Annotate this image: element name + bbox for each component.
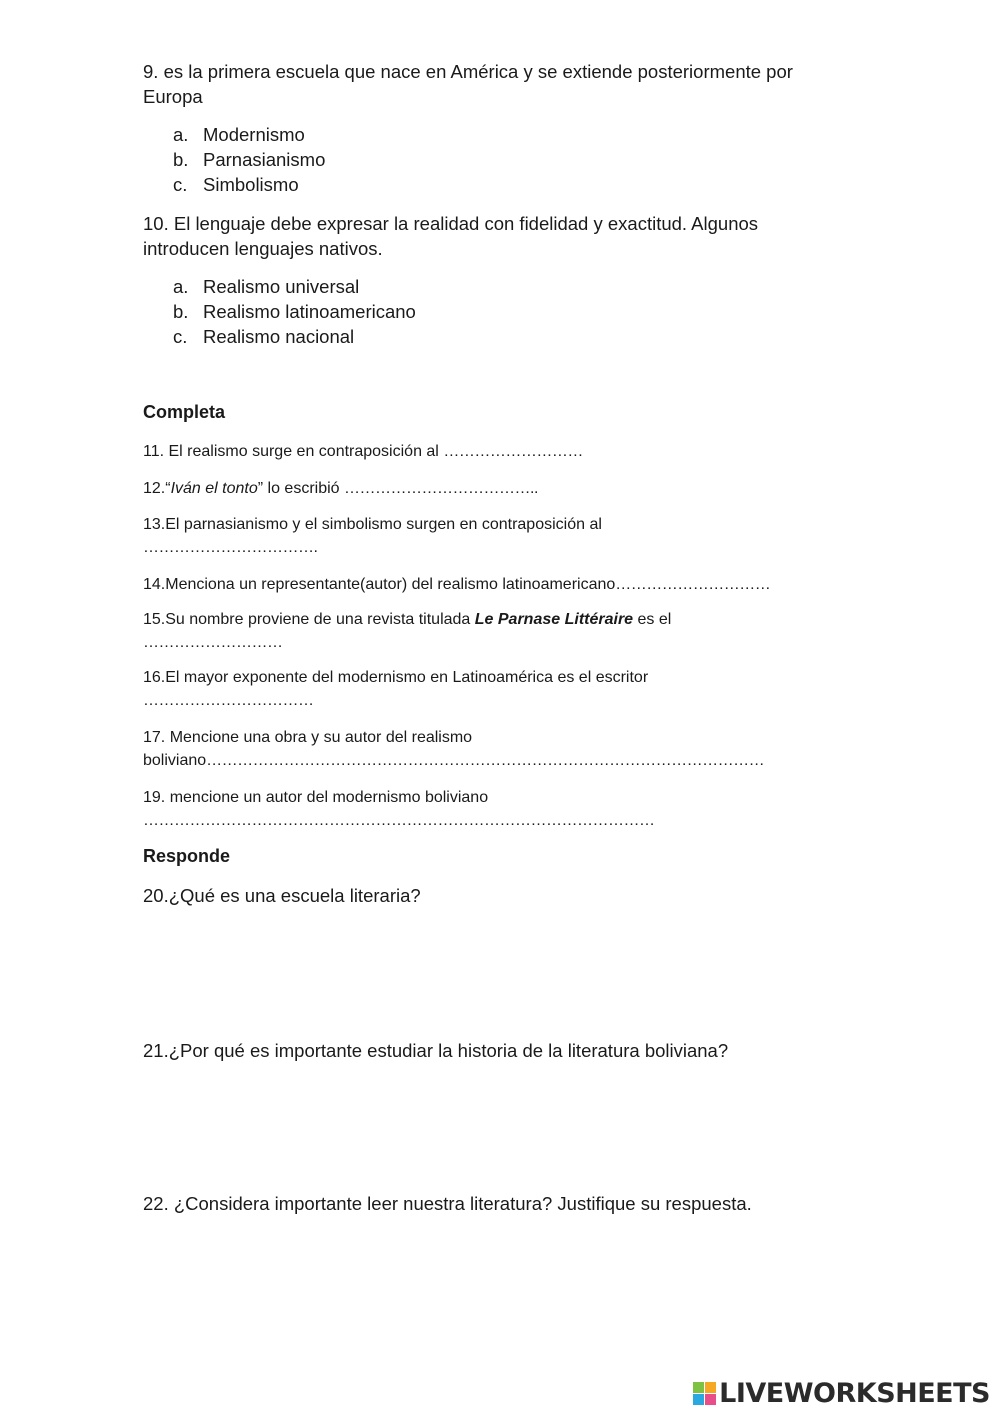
option-item[interactable]: a. Realismo universal bbox=[173, 276, 360, 297]
option-item[interactable]: c. Simbolismo bbox=[173, 174, 299, 195]
option-item[interactable]: b. Realismo latinoamericano bbox=[173, 301, 416, 322]
option-label: Realismo universal bbox=[203, 276, 360, 297]
logo-square-blue bbox=[693, 1394, 704, 1405]
question-22: 22. ¿Considera importante leer nuestra literatura? Justifique su respuesta. bbox=[143, 1193, 752, 1214]
question-21: 21.¿Por qué es importante estudiar la historia de la literatura boliviana? bbox=[143, 1040, 729, 1061]
logo-square-orange bbox=[705, 1382, 716, 1393]
logo-text: LIVEWORKSHEETS bbox=[719, 1377, 990, 1409]
answer-blank-14[interactable]: ………………………… bbox=[615, 576, 771, 593]
answer-area-22[interactable] bbox=[143, 1220, 883, 1360]
question-9 bbox=[143, 59, 793, 109]
magazine-title: Le Parnase Littéraire bbox=[474, 611, 634, 628]
question-12: 12.“Iván el tonto” lo escribió ……………………………….. bbox=[143, 480, 538, 497]
question-14: 14.Menciona un representante(autor) del realismo latinoamericano………………………… bbox=[143, 576, 771, 593]
responde-heading: Responde bbox=[143, 846, 231, 866]
answer-blank-19[interactable]: ……………………………………………………………………………………… bbox=[143, 812, 655, 829]
book-title: Iván el tonto bbox=[170, 480, 258, 497]
option-label: Realismo nacional bbox=[203, 326, 355, 347]
question-10-text-line2: introducen lenguajes nativos. bbox=[143, 238, 383, 259]
logo-mark-icon bbox=[693, 1382, 716, 1405]
option-label: Realismo latinoamericano bbox=[203, 301, 416, 322]
completa-heading: Completa bbox=[143, 402, 226, 422]
option-label: Modernismo bbox=[203, 124, 305, 145]
logo-square-pink bbox=[705, 1394, 716, 1405]
question-16: 16.El mayor exponente del modernismo en Latinoamérica es el escritor …………………………… bbox=[143, 666, 648, 712]
question-10 bbox=[143, 211, 758, 261]
question-9-text-line2: Europa bbox=[143, 86, 203, 107]
question-9-options bbox=[143, 122, 325, 197]
answer-area-20[interactable] bbox=[143, 912, 883, 1032]
answer-blank-15[interactable]: ……………………… bbox=[143, 634, 283, 651]
question-10-options bbox=[143, 274, 416, 349]
logo-square-green bbox=[693, 1382, 704, 1393]
answer-area-21[interactable] bbox=[143, 1066, 883, 1186]
question-19: 19. mencione un autor del modernismo boliviano ……………………………………………………………………………………… bbox=[143, 786, 655, 832]
answer-blank-16[interactable]: …………………………… bbox=[143, 692, 314, 709]
question-17: 17. Mencione una obra y su autor del realismo boliviano……………………………………………………………………………………………… bbox=[143, 729, 765, 769]
question-11: 11. El realismo surge en contraposición al ……………………… bbox=[143, 443, 583, 460]
liveworksheets-logo bbox=[693, 1376, 990, 1410]
answer-blank-11[interactable]: ……………………… bbox=[443, 443, 583, 460]
question-13: 13.El parnasianismo y el simbolismo surgen en contraposición al ……………………………. bbox=[143, 513, 602, 559]
answer-blank-17[interactable]: ……………………………………………………………………………………………… bbox=[206, 752, 765, 769]
option-item[interactable]: a. Modernismo bbox=[173, 124, 305, 145]
question-20: 20.¿Qué es una escuela literaria? bbox=[143, 885, 421, 906]
option-label: Simbolismo bbox=[203, 174, 299, 195]
question-15: 15.Su nombre proviene de una revista titulada Le Parnase Littéraire es el ……………………… bbox=[143, 608, 671, 654]
question-10-text-line1: 10. El lenguaje debe expresar la realidad con fidelidad y exactitud. Algunos bbox=[143, 213, 759, 234]
question-9-text-line1: 9. es la primera escuela que nace en América y se extiende posteriormente por bbox=[143, 61, 793, 82]
option-item[interactable]: c. Realismo nacional bbox=[173, 326, 355, 347]
option-item[interactable]: b. Parnasianismo bbox=[173, 149, 326, 170]
answer-blank-12[interactable]: ……………………………….. bbox=[344, 480, 538, 497]
option-label: Parnasianismo bbox=[203, 149, 326, 170]
answer-blank-13[interactable]: ……………………………. bbox=[143, 539, 318, 556]
